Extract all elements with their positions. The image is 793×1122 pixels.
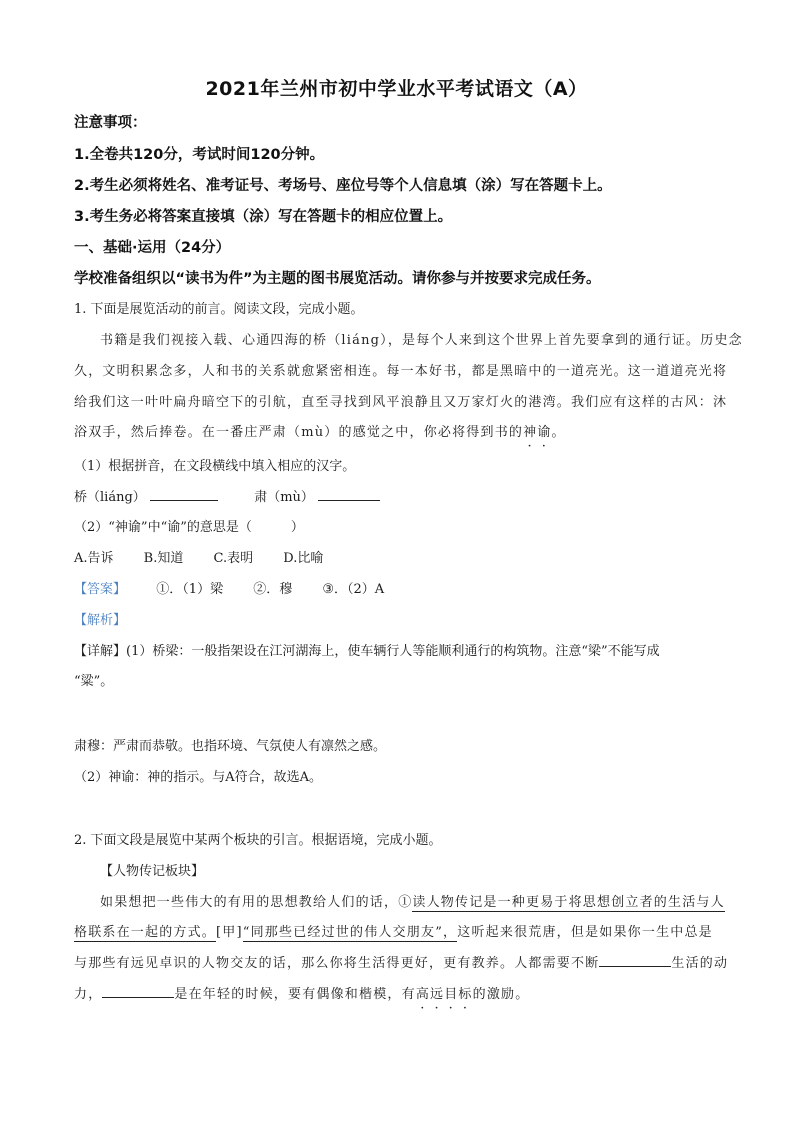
underlined-sentence-1-end: 格联系在一起的方式。	[74, 925, 217, 940]
fill2-blank[interactable]	[318, 487, 380, 501]
analysis-label: 【解析】	[74, 613, 127, 628]
answer-1: ①．（1）梁	[156, 582, 224, 597]
passage-line-4-text: 浴双手，然后捧卷。在一番庄严肃（mù）的感觉之中，你必将得到书的	[74, 425, 524, 440]
passage-line-1: 书籍是我们视接入载、心通四海的桥（liáng），是每个人来到这个世界上首先要拿到的通行证。历史念	[100, 333, 743, 348]
q2-passage-line-2	[74, 921, 713, 940]
underlined-sentence-1: 读人物传记是一种更易于将思想创立者的生活与人	[412, 895, 725, 910]
q2-passage-line-4	[74, 983, 529, 1002]
detail-line-2: “粱”。	[74, 674, 114, 689]
passage-line-4-end: 。	[551, 425, 566, 440]
underlined-quote: “同那些已经过世的伟人交朋友”，	[242, 925, 458, 940]
q2-text: 是在年轻的时候，要有偶像和楷模，有	[174, 987, 416, 1002]
emphasis-char: 高	[415, 987, 431, 1002]
fill2-label: 肃（mù）	[254, 490, 314, 505]
emphasis-char: 谕	[537, 425, 552, 440]
marker-jia: [甲]	[216, 925, 243, 940]
emphasis-char: 目	[444, 987, 459, 1002]
block-title: 【人物传记板块】	[100, 864, 205, 879]
fill1-label: 桥（liáng）	[74, 490, 146, 505]
answer-row	[74, 578, 384, 597]
detail-line-1: 【详解】(1）桥梁：一般指架设在江河湖海上，使车辆行人等能顺利通行的构筑物。注意“梁”不能写成	[74, 644, 660, 659]
page-title: 2021年兰州市初中学业水平考试语文（A）	[205, 78, 588, 100]
q2-text: 这听起来很荒唐，但是如果你一生中总是	[457, 925, 713, 940]
passage-line-2: 久，文明积累念多，人和书的关系就愈紧密相连。每一本好书，都是黑暗中的一道亮光。这一道道亮光将	[74, 364, 728, 379]
q2-passage-line-3	[74, 952, 728, 971]
question-2-stem: 2. 下面文段是展览中某两个板块的引言。根据语境，完成小题。	[74, 833, 442, 848]
options-row	[74, 547, 323, 566]
section-heading: 一、基础·运用（24分）	[74, 240, 231, 256]
detail-line-4: （2）神谕：神的指示。与A符合，故选A。	[74, 770, 323, 785]
detail-line-3: 肃穆：严肃而恭敬。也指环境、气氛使人有凛然之感。	[74, 739, 387, 754]
subquestion-1: （1）根据拼音，在文段横线中填入相应的汉字。	[74, 459, 356, 474]
fill-in-row	[74, 486, 380, 505]
question-1-stem: 1. 下面是展览活动的前言。阅读文段，完成小题。	[74, 302, 364, 317]
answer-3: ③．（2）A	[322, 582, 385, 597]
passage-line-3: 给我们这一叶叶扁舟暗空下的引航，直至寻找到风平浪静且又万家灯火的港湾。我们应有这样的古风：沐	[74, 395, 728, 410]
passage-line-4	[74, 421, 566, 440]
option-d: D.比喻	[283, 551, 324, 566]
notice-item-2: 2.考生必须将姓名、准考证号、考场号、座位号等个人信息填（涂）写在答题卡上。	[74, 178, 612, 194]
q2-text: 与那些有远见卓识的人物交友的话，那么你将生活得更好，更有教养。人都需要不断	[74, 956, 600, 971]
section-intro: 学校准备组织以“读书为件”为主题的图书展览活动。请你参与并按要求完成任务。	[74, 271, 601, 287]
answer-2: ②．穆	[253, 582, 293, 597]
q2-text: 生活的动	[671, 956, 729, 971]
option-c: C.表明	[213, 551, 254, 566]
emphasis-char: 标	[458, 987, 473, 1002]
notice-item-3: 3.考生务必将答案直接填（涂）写在答题卡的相应位置上。	[74, 209, 453, 225]
emphasis-char: 远	[430, 987, 445, 1002]
emphasis-char: 神	[523, 425, 538, 440]
notice-item-1: 1.全卷共120分，考试时间120分钟。	[74, 147, 325, 163]
option-b: B.知道	[143, 551, 184, 566]
q2-passage-line-1	[100, 891, 725, 910]
answer-label: 【答案】	[74, 582, 127, 597]
subquestion-2: （2）“神谕”中“谕”的意思是（ ）	[74, 520, 304, 535]
q2-text: 力，	[74, 987, 103, 1002]
q2-blank-1[interactable]	[599, 953, 671, 967]
q2-text: 如果想把一些伟大的有用的思想教给人们的话，①	[100, 895, 413, 910]
fill1-blank[interactable]	[150, 487, 218, 501]
q2-blank-2[interactable]	[102, 984, 174, 998]
q2-text: 的激励。	[472, 987, 530, 1002]
notice-heading: 注意事项：	[74, 115, 147, 131]
option-a: A.告诉	[74, 551, 114, 566]
